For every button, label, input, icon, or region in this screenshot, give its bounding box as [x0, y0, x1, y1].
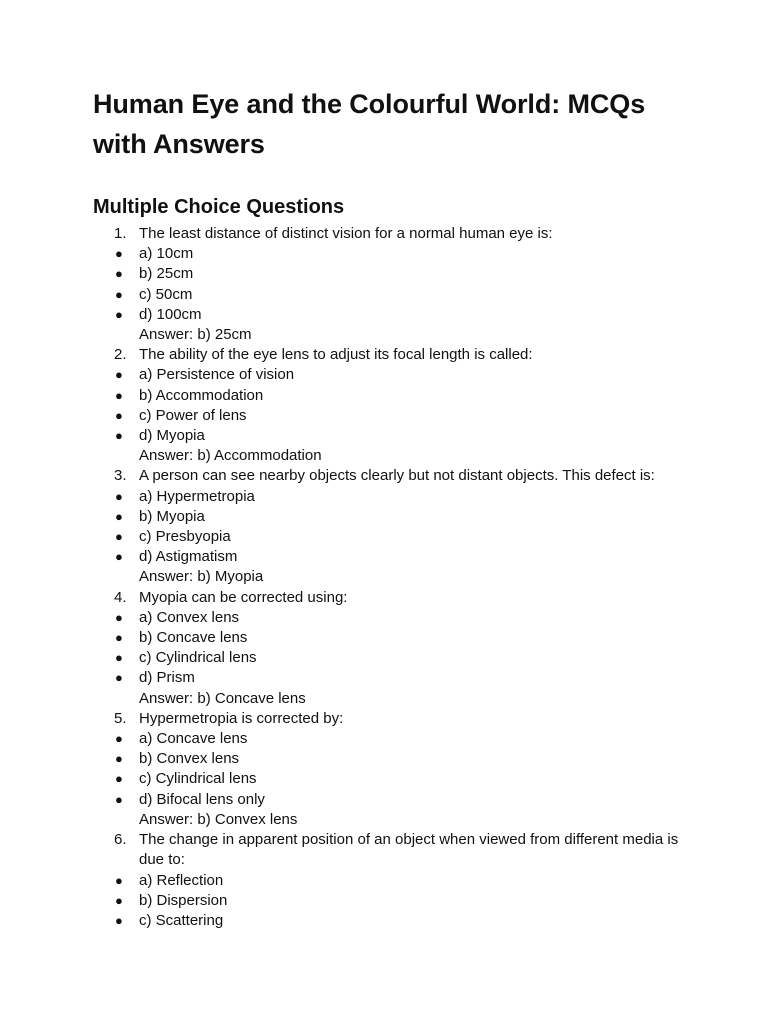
bullet-icon: ●	[115, 731, 123, 747]
section-heading: Multiple Choice Questions	[93, 196, 345, 218]
bullet-icon: ●	[115, 609, 123, 625]
bullet-icon: ●	[115, 670, 123, 686]
option-text: c) 50cm	[139, 285, 193, 303]
option-item	[93, 729, 688, 749]
option-text: d) Prism	[139, 669, 195, 687]
question-item	[93, 709, 688, 729]
option-text: d) 100cm	[139, 305, 202, 323]
option-item	[93, 608, 688, 628]
bullet-icon: ●	[115, 912, 123, 928]
option-text: b) Myopia	[139, 507, 205, 525]
bullet-icon: ●	[115, 892, 123, 908]
bullet-icon: ●	[115, 529, 123, 545]
option-text: b) Concave lens	[139, 629, 248, 647]
option-item	[93, 365, 688, 385]
option-item	[93, 386, 688, 406]
question-number: 2.	[114, 346, 127, 364]
option-text: c) Presbyopia	[139, 528, 231, 546]
option-item	[93, 911, 688, 931]
question-text: Hypermetropia is corrected by:	[139, 709, 344, 727]
bullet-icon: ●	[115, 650, 123, 666]
question-number: 1.	[114, 225, 127, 242]
option-text: a) Hypermetropia	[139, 487, 255, 505]
question-number: 3.	[114, 467, 127, 485]
bullet-icon: ●	[115, 306, 123, 322]
option-item	[93, 648, 688, 668]
answer-line: Answer: b) Convex lens	[139, 810, 298, 828]
bullet-icon: ●	[115, 488, 123, 504]
question-text: The ability of the eye lens to adjust its focal length is called:	[139, 346, 533, 364]
option-text: a) 10cm	[139, 245, 194, 263]
question-item	[93, 830, 688, 870]
option-item	[93, 749, 688, 769]
answer-line: Answer: b) 25cm	[139, 326, 252, 344]
option-text: b) 25cm	[139, 265, 194, 283]
bullet-icon: ●	[115, 246, 123, 262]
option-item	[93, 668, 688, 688]
question-text: The least distance of distinct vision for a normal human eye is:	[139, 225, 553, 242]
option-item	[93, 527, 688, 547]
option-item	[93, 406, 688, 426]
bullet-icon: ●	[115, 407, 123, 423]
bullet-icon: ●	[115, 428, 123, 444]
option-text: b) Convex lens	[139, 750, 240, 768]
option-text: b) Accommodation	[139, 386, 264, 404]
answer-line: Answer: b) Myopia	[139, 568, 264, 586]
question-item	[93, 224, 688, 244]
bullet-icon: ●	[115, 630, 123, 646]
option-text: b) Dispersion	[139, 891, 228, 909]
option-text: c) Cylindrical lens	[139, 770, 257, 788]
option-item	[93, 790, 688, 810]
option-item	[93, 507, 688, 527]
bullet-icon: ●	[115, 508, 123, 524]
question-number: 4.	[114, 588, 127, 606]
question-text: The change in apparent position of an object when viewed from different media is due to:	[139, 831, 679, 869]
bullet-icon: ●	[115, 266, 123, 282]
question-number: 6.	[114, 831, 127, 849]
page-title: Human Eye and the Colourful World: MCQs with Answers	[93, 89, 646, 159]
bullet-icon: ●	[115, 549, 123, 565]
question-number: 5.	[114, 709, 127, 727]
bullet-icon: ●	[115, 286, 123, 302]
option-item	[93, 264, 688, 284]
option-item	[93, 628, 688, 648]
question-item	[93, 345, 688, 365]
option-text: d) Bifocal lens only	[139, 790, 265, 808]
question-list	[93, 224, 688, 931]
option-item	[93, 244, 688, 264]
option-item	[93, 285, 688, 305]
option-text: a) Reflection	[139, 871, 224, 889]
option-text: a) Persistence of vision	[139, 366, 295, 384]
bullet-icon: ●	[115, 387, 123, 403]
option-text: c) Power of lens	[139, 406, 247, 424]
bullet-icon: ●	[115, 367, 123, 383]
bullet-icon: ●	[115, 791, 123, 807]
option-item	[93, 305, 688, 325]
option-item	[93, 871, 688, 891]
option-item	[93, 487, 688, 507]
option-text: c) Cylindrical lens	[139, 649, 257, 667]
bullet-icon: ●	[115, 751, 123, 767]
question-text: Myopia can be corrected using:	[139, 588, 348, 606]
question-item	[93, 588, 688, 608]
option-item	[93, 547, 688, 567]
bullet-icon: ●	[115, 872, 123, 888]
option-text: a) Concave lens	[139, 730, 248, 748]
answer-line: Answer: b) Accommodation	[139, 447, 322, 465]
option-item	[93, 769, 688, 789]
question-text: A person can see nearby objects clearly but not distant objects. This defect is:	[139, 467, 655, 485]
answer-line: Answer: b) Concave lens	[139, 689, 306, 707]
option-text: d) Astigmatism	[139, 548, 238, 566]
bullet-icon: ●	[115, 771, 123, 787]
question-item	[93, 466, 688, 486]
option-text: d) Myopia	[139, 427, 205, 445]
option-text: c) Scattering	[139, 911, 224, 929]
option-item	[93, 891, 688, 911]
option-text: a) Convex lens	[139, 608, 240, 626]
option-item	[93, 426, 688, 446]
